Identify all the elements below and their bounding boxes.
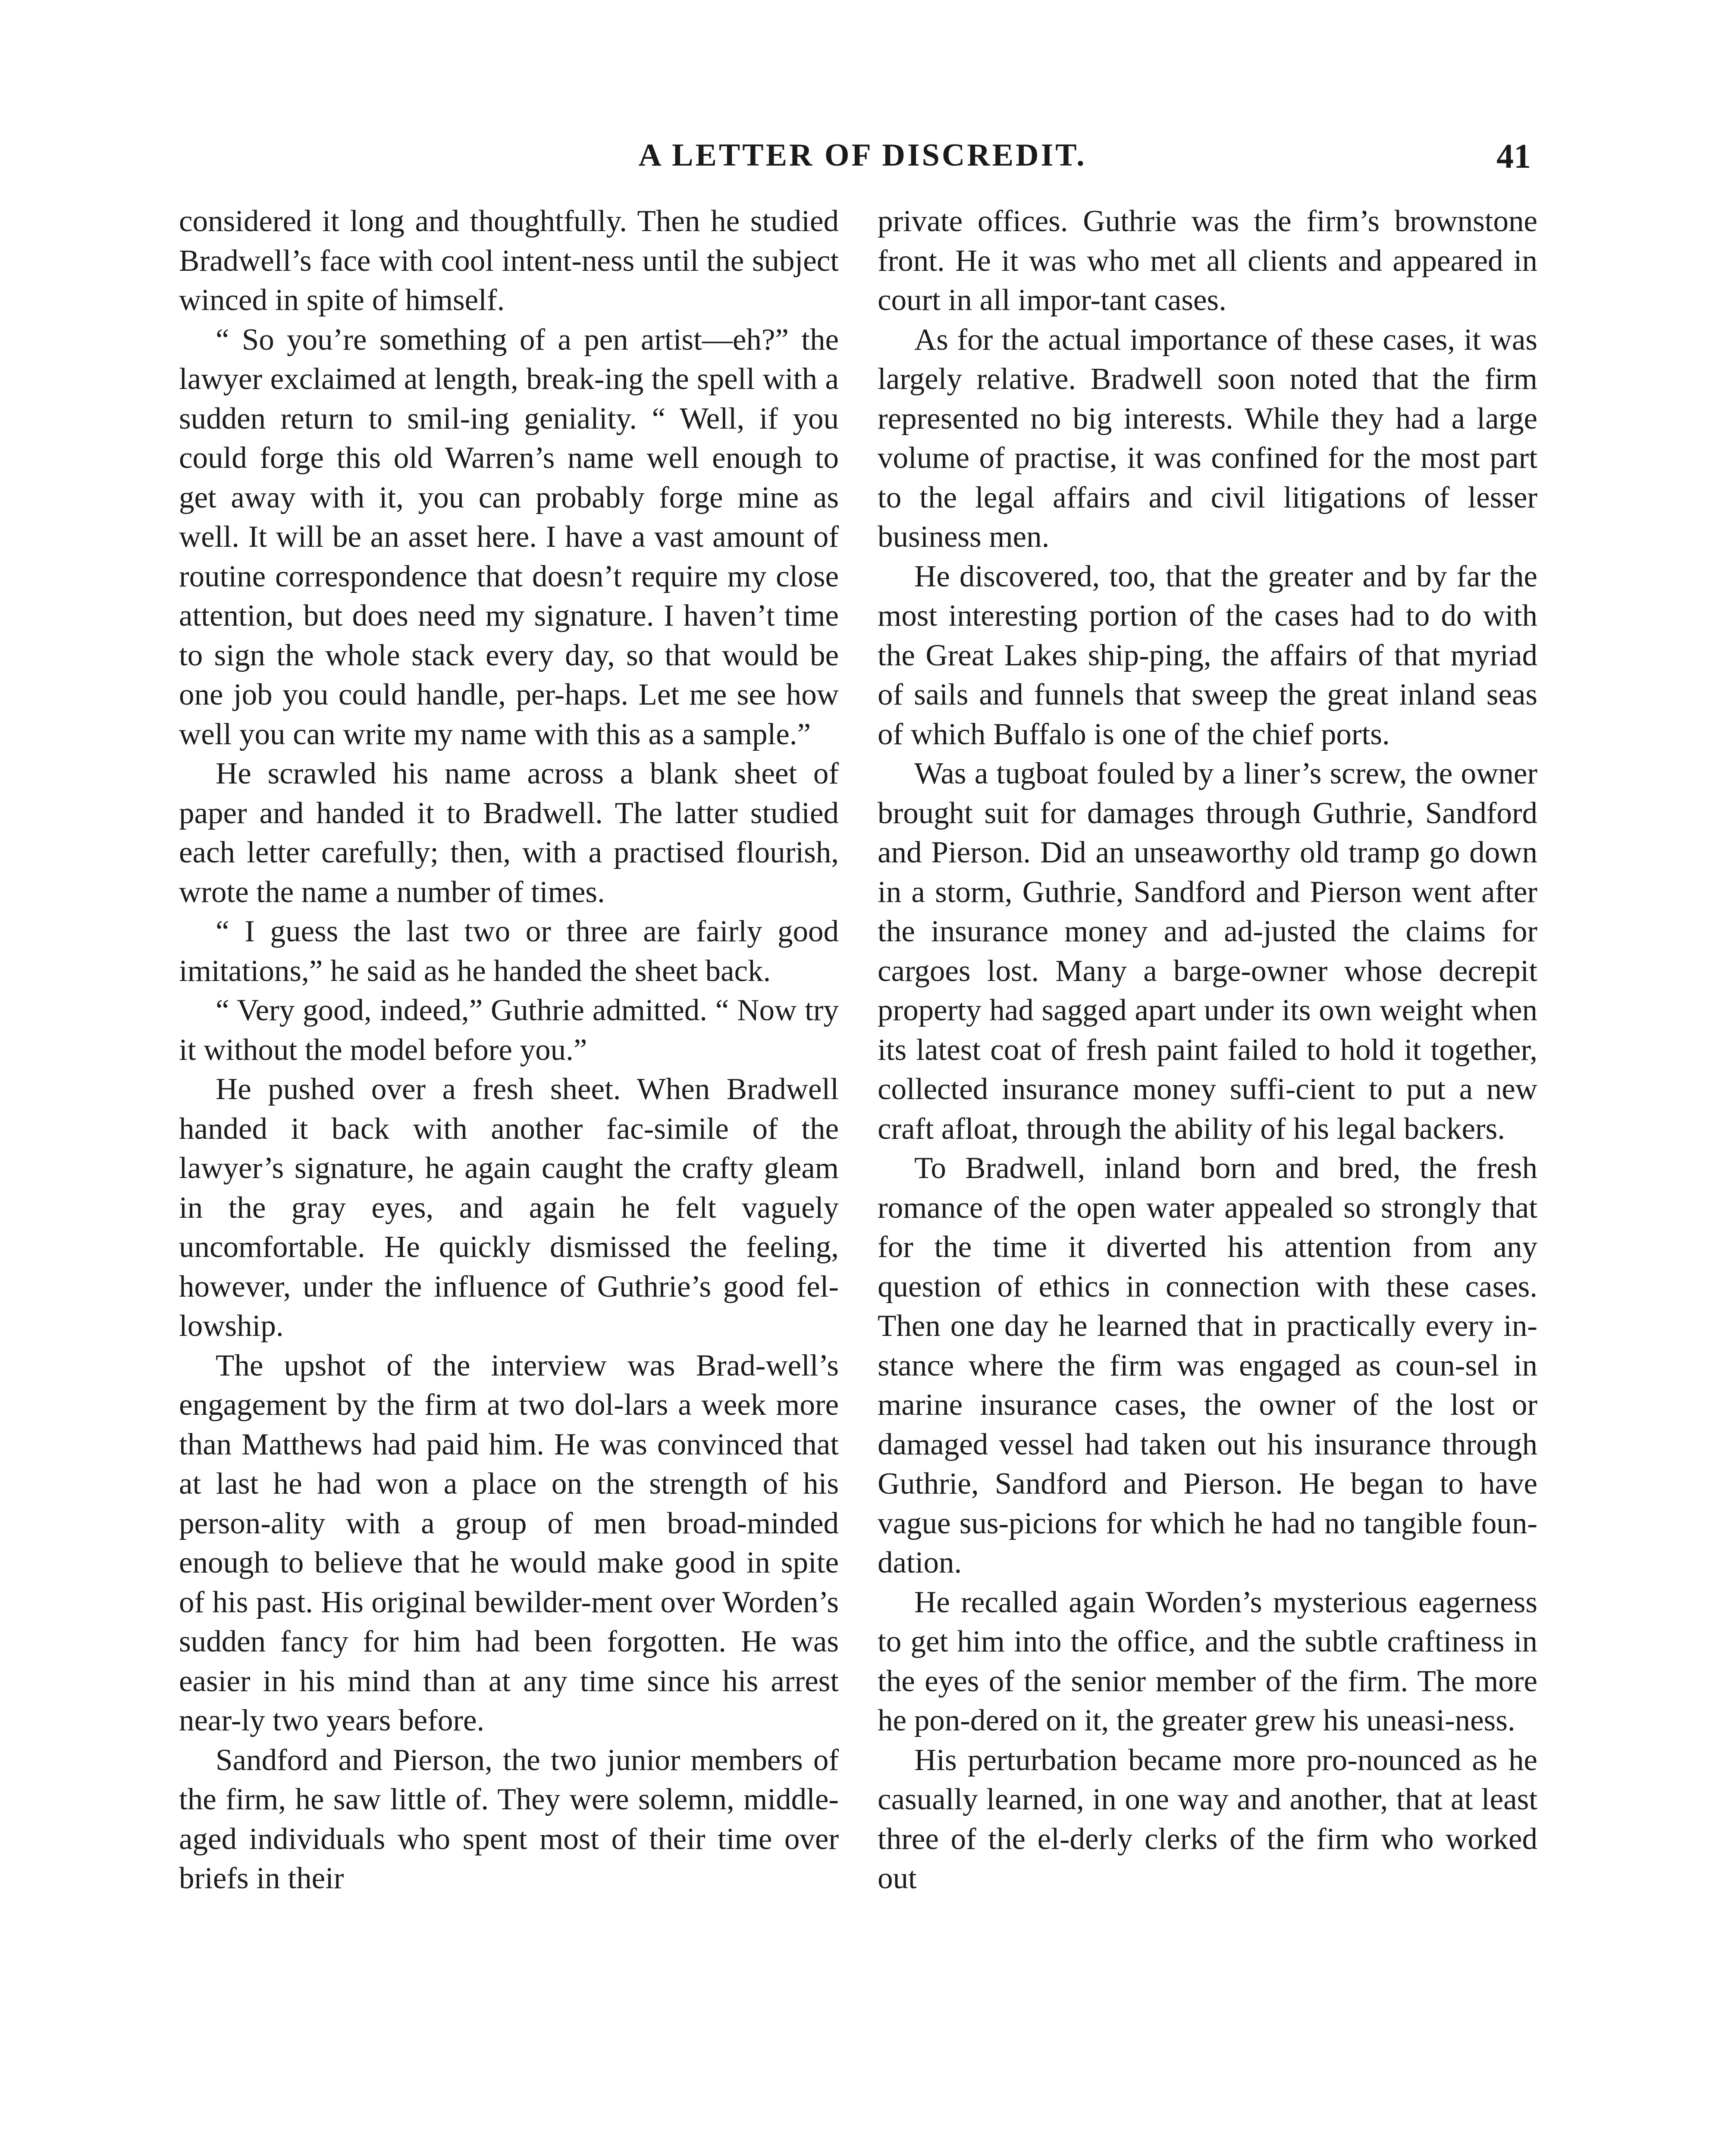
paragraph: His perturbation became more pro-nounced as he casually learned, in one way and another, that at least three of the el-derly clerks of the firm who worked out [878, 1743, 1537, 1895]
paragraph: As for the actual importance of these cases, it was largely relative. Bradwell soon noted that the firm represented no big interests. While they had a large volume of practise, it was confined for the most part to the legal affairs and civil litigations of lesser business men. [878, 323, 1537, 554]
paragraph: To Bradwell, inland born and bred, the fresh romance of the open water appealed so strongly that for the time it diverted his attention from any question of ethics in connection with these cases. Then one day he learned that in practically every in-stance where the firm was engaged as coun-sel in marine insurance cases, the owner of the lost or damaged vessel had taken out his insurance through Guthrie, Sandford and Pierson. He began to have vague sus-picions for which he had no tangible foun-dation. [878, 1151, 1537, 1579]
running-title: A LETTER OF DISCREDIT. [638, 138, 1087, 173]
paragraph: The upshot of the interview was Brad-well’s engagement by the firm at two dol-lars a week more than Matthews had paid him. He was convinced that at last he had won a place on the strength of his person-ality with a group of men broad-minded enough to believe that he would make good in spite of his past. His original bewilder-ment over Worden’s sudden fancy for him had been forgotten. He was easier in his mind than at any time since his arrest near-ly two years before. [179, 1348, 839, 1737]
paragraph: He scrawled his name across a blank sheet of paper and handed it to Bradwell. The latter studied each letter carefully; then, with a practised flourish, wrote the name a number of times. [179, 757, 839, 909]
paragraph: He recalled again Worden’s mysterious eagerness to get him into the office, and the subtle craftiness in the eyes of the senior member of the firm. The more he pon-dered on it, the greater grew his uneasi-ness. [878, 1585, 1537, 1737]
paragraph: He discovered, too, that the greater and by far the most interesting portion of the cases had to do with the Great Lakes ship-ping, the affairs of that myriad of sails and funnels that sweep the great inland seas of which Buffalo is one of the chief ports. [878, 559, 1537, 751]
page-number: 41 [1496, 138, 1531, 175]
left-text-column [179, 202, 839, 2156]
paragraph: “ Very good, indeed,” Guthrie admitted. “ Now try it without the model before you.” [179, 993, 839, 1067]
right-text-column [878, 202, 1537, 2156]
paragraph: “ I guess the last two or three are fairly good imitations,” he said as he handed the sheet back. [179, 915, 839, 988]
paragraph: “ So you’re something of a pen artist—eh?” the lawyer exclaimed at length, break-ing the spell with a sudden return to smil-ing geniality. “ Well, if you could forge this old Warren’s name well enough to get away with it, you can probably forge mine as well. It will be an asset here. I have a vast amount of routine correspondence that doesn’t require my close attention, but does need my signature. I haven’t time to sign the whole stack every day, so that would be one job you could handle, per-haps. Let me see how well you can write my name with this as a sample.” [179, 323, 839, 751]
paragraph: private offices. Guthrie was the firm’s brownstone front. He it was who met all clients and appeared in court in all impor-tant cases. [878, 204, 1537, 317]
paragraph: He pushed over a fresh sheet. When Bradwell handed it back with another fac-simile of the lawyer’s signature, he again caught the crafty gleam in the gray eyes, and again he felt vaguely uncomfortable. He quickly dismissed the feeling, however, under the influence of Guthrie’s good fel-lowship. [179, 1072, 839, 1343]
paragraph: Sandford and Pierson, the two junior members of the firm, he saw little of. They were solemn, middle-aged individuals who spent most of their time over briefs in their [179, 1743, 839, 1895]
paragraph: Was a tugboat fouled by a liner’s screw, the owner brought suit for damages through Guthrie, Sandford and Pierson. Did an unseaworthy old tramp go down in a storm, Guthrie, Sandford and Pierson went after the insurance money and ad-justed the claims for cargoes lost. Many a barge-owner whose decrepit property had sagged apart under its own weight when its latest coat of fresh paint failed to hold it together, collected insurance money suffi-cient to put a new craft afloat, through the ability of his legal backers. [878, 757, 1537, 1146]
page-header [172, 137, 1552, 185]
paragraph: considered it long and thoughtfully. Then he studied Bradwell’s face with cool intent-ness until the subject winced in spite of himself. [179, 204, 839, 317]
